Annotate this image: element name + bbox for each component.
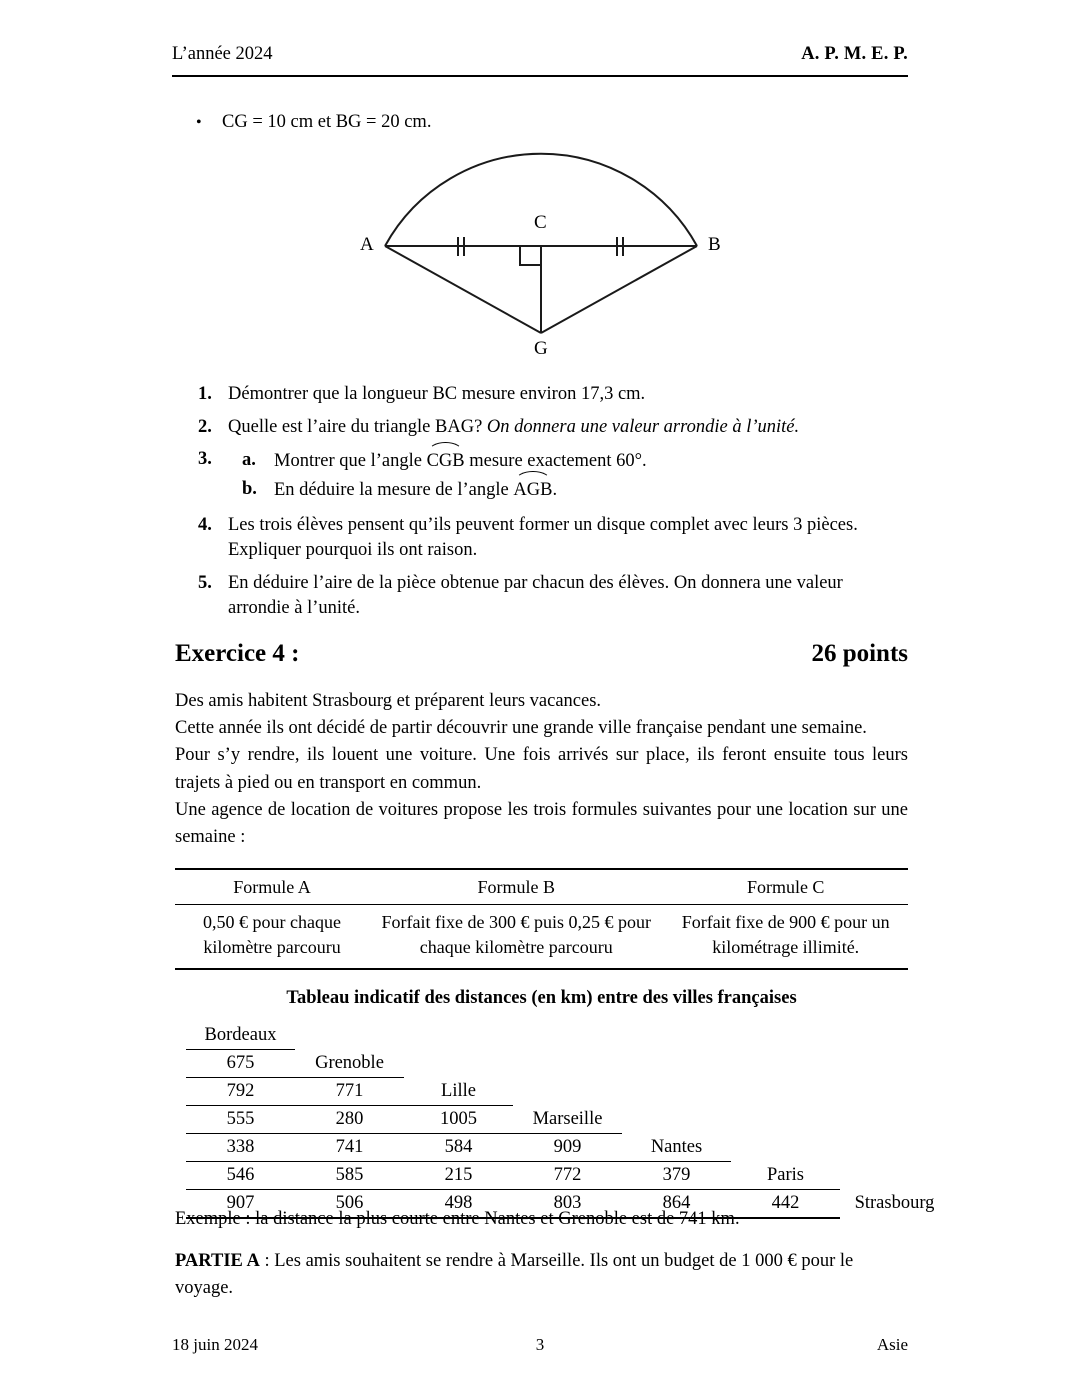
- subquestion-text-after: .: [552, 480, 558, 501]
- question-item-5: [196, 571, 908, 622]
- subquestion-text-after: mesure exactement 60°.: [464, 451, 647, 472]
- distance-value: 442: [731, 1190, 840, 1219]
- bullet-dot-icon: •: [196, 114, 202, 131]
- segment-bg: [541, 246, 697, 333]
- formula-table-row: [175, 904, 908, 969]
- formula-cell-a: 0,50 € pour chaque kilomètre parcouru: [175, 904, 369, 969]
- question-text: Les trois élèves pensent qu’ils peuvent former un disque complet avec leurs 3 pièces. Expliquer pourquoi ils ont raison.: [228, 514, 858, 561]
- table-row: [186, 1106, 949, 1134]
- exercise-heading: [175, 640, 908, 668]
- formula-cell-b: Forfait fixe de 300 € puis 0,25 € pour chaque kilomètre parcouru: [369, 904, 663, 969]
- distance-city-paris: Paris: [731, 1162, 840, 1190]
- question-text: En déduire l’aire de la pièce obtenue par chacun des élèves. On donnera une valeur arrondie à l’unité.: [228, 572, 843, 619]
- distance-blank: [622, 1106, 731, 1134]
- distance-value: 506: [295, 1190, 404, 1219]
- question-item-3b: [228, 476, 908, 503]
- table-row: [186, 1162, 949, 1190]
- question-item-3: [196, 447, 908, 506]
- geometry-figure: [330, 132, 760, 372]
- formula-header-c: Formule C: [663, 869, 908, 904]
- distance-value: 280: [295, 1106, 404, 1134]
- footer-date: 18 juin 2024: [172, 1335, 258, 1354]
- formula-header-b: Formule B: [369, 869, 663, 904]
- question-text: [228, 415, 908, 441]
- distance-value: 675: [186, 1050, 295, 1078]
- subquestion-text: [274, 476, 557, 503]
- distance-city-lille: Lille: [404, 1078, 513, 1106]
- distance-blank: [622, 1078, 731, 1106]
- question-list: [196, 382, 908, 629]
- intro-paragraphs: [175, 688, 908, 851]
- distance-value: 498: [404, 1190, 513, 1219]
- intro-paragraph-2: Cette année ils ont décidé de partir découvrir une grande ville française pendant une semaine.: [175, 718, 867, 739]
- bullet-item-cg-bg: [196, 112, 896, 133]
- question-item-4: [196, 513, 908, 564]
- question-3-sublist: [228, 447, 908, 504]
- question-number: 4.: [198, 514, 212, 535]
- distance-blank: [731, 1022, 840, 1050]
- bullet-text: CG = 10 cm et BG = 20 cm.: [222, 112, 432, 132]
- example-text: Exemple : la distance la plus courte entre Nantes et Grenoble est de 741 km.: [175, 1209, 740, 1229]
- distance-value: 379: [622, 1162, 731, 1190]
- distance-value: 909: [513, 1134, 622, 1162]
- distance-value: 803: [513, 1190, 622, 1219]
- distance-value: 584: [404, 1134, 513, 1162]
- question-text-plain: Quelle est l’aire du triangle BAG?: [228, 416, 487, 437]
- subquestion-text-before: Montrer que l’angle: [274, 451, 427, 472]
- question-number: 3.: [198, 449, 212, 470]
- exercise-points: 26 points: [811, 640, 908, 667]
- figure-label-a: A: [360, 234, 374, 255]
- distance-blank: [840, 1162, 949, 1190]
- distance-value: 555: [186, 1106, 295, 1134]
- distance-blank: [404, 1022, 513, 1050]
- question-item-3a: [228, 447, 908, 474]
- distance-blank: [840, 1078, 949, 1106]
- table-row: [186, 1050, 949, 1078]
- angle-notation-agb: [513, 476, 552, 503]
- question-text-italic: On donnera une valeur arrondie à l’unité.: [486, 416, 800, 437]
- exercise-title: Exercice 4 :: [175, 640, 300, 667]
- distance-table: [186, 1022, 949, 1219]
- distance-blank: [622, 1050, 731, 1078]
- table-row: [186, 1134, 949, 1162]
- distance-value: 772: [513, 1162, 622, 1190]
- angle-arc-icon: [428, 442, 463, 452]
- subquestion-number: b.: [242, 479, 257, 500]
- formula-table-body: [175, 904, 908, 969]
- distance-value: 585: [295, 1162, 404, 1190]
- segment-ag: [385, 246, 541, 333]
- figure-label-b: B: [708, 234, 721, 255]
- distance-table-body: [186, 1022, 949, 1218]
- distance-city-grenoble: Grenoble: [295, 1050, 404, 1078]
- angle-letters: CGB: [426, 451, 465, 472]
- distance-blank: [840, 1022, 949, 1050]
- distance-city-strasbourg: Strasbourg: [854, 1193, 935, 1214]
- partie-a-paragraph: [175, 1248, 908, 1302]
- question-number: 5.: [198, 572, 212, 593]
- distance-blank: [840, 1106, 949, 1134]
- distance-blank: [731, 1050, 840, 1078]
- partie-a-text: : Les amis souhaitent se rendre à Marseille. Ils ont un budget de 1 000 € pour le voyage.: [175, 1251, 854, 1299]
- distance-value: 864: [622, 1190, 731, 1219]
- distance-city-nantes: Nantes: [622, 1134, 731, 1162]
- subquestion-text-before: En déduire la mesure de l’angle: [274, 480, 514, 501]
- distance-blank: [295, 1022, 404, 1050]
- question-text: Démontrer que la longueur BC mesure environ 17,3 cm.: [228, 384, 646, 404]
- formula-cell-c: Forfait fixe de 900 € pour un kilométrage illimité.: [663, 904, 908, 969]
- right-angle-mark: [520, 246, 541, 265]
- figure-label-c: C: [534, 212, 547, 233]
- distance-city-bordeaux: Bordeaux: [186, 1022, 295, 1050]
- figure-label-g: G: [534, 338, 548, 359]
- distance-value: 546: [186, 1162, 295, 1190]
- distance-table-title: Tableau indicatif des distances (en km) entre des villes françaises: [286, 988, 797, 1008]
- page-header: [172, 44, 908, 65]
- distance-value: 1005: [404, 1106, 513, 1134]
- angle-letters: AGB: [513, 480, 553, 501]
- page-footer: [172, 1335, 908, 1355]
- distance-blank: [840, 1134, 949, 1162]
- distance-value: 792: [186, 1078, 295, 1106]
- table-row: [186, 1078, 949, 1106]
- subquestion-number: a.: [242, 450, 256, 471]
- distance-blank: [731, 1106, 840, 1134]
- distance-value: 907: [186, 1190, 295, 1219]
- formula-table: [175, 868, 908, 970]
- footer-page-number: 3: [535, 1335, 545, 1354]
- header-right-text: A. P. M. E. P.: [801, 44, 908, 64]
- subquestion-text: [274, 447, 647, 474]
- distance-value: 771: [295, 1078, 404, 1106]
- question-number: 2.: [198, 416, 212, 437]
- header-rule: [172, 75, 908, 77]
- distance-value: 741: [295, 1134, 404, 1162]
- intro-paragraph-4: Une agence de location de voitures propose les trois formules suivantes pour une location sur une semaine :: [175, 799, 908, 847]
- angle-notation-cgb: [427, 447, 465, 474]
- footer-region: Asie: [876, 1335, 908, 1354]
- angle-arc-icon: [515, 471, 551, 481]
- question-item-1: [196, 382, 908, 408]
- table-row: [186, 1022, 949, 1050]
- distance-value: 338: [186, 1134, 295, 1162]
- question-number: 1.: [198, 384, 212, 404]
- intro-paragraph-1: Des amis habitent Strasbourg et préparent leurs vacances.: [175, 691, 602, 711]
- partie-a-label: PARTIE A: [175, 1251, 260, 1271]
- distance-blank: [731, 1134, 840, 1162]
- distance-city-marseille: Marseille: [513, 1106, 622, 1134]
- header-left-text: L’année 2024: [172, 44, 273, 64]
- formula-header-a: Formule A: [175, 869, 369, 904]
- formula-table-header-row: [175, 869, 908, 904]
- intro-paragraph-3: Pour s’y rendre, ils louent une voiture. Une fois arrivés sur place, ils feront ensuite tous leurs trajets à pied ou en transport en commun.: [175, 745, 908, 793]
- distance-blank: [840, 1050, 949, 1078]
- figure-svg: [330, 132, 760, 372]
- distance-blank: [622, 1022, 731, 1050]
- distance-blank: [404, 1050, 513, 1078]
- distance-blank: [731, 1078, 840, 1106]
- distance-blank: [513, 1022, 622, 1050]
- formula-table-head: [175, 869, 908, 904]
- distance-blank: [513, 1050, 622, 1078]
- distance-value: 215: [404, 1162, 513, 1190]
- question-item-2: [196, 415, 908, 441]
- distance-blank: [513, 1078, 622, 1106]
